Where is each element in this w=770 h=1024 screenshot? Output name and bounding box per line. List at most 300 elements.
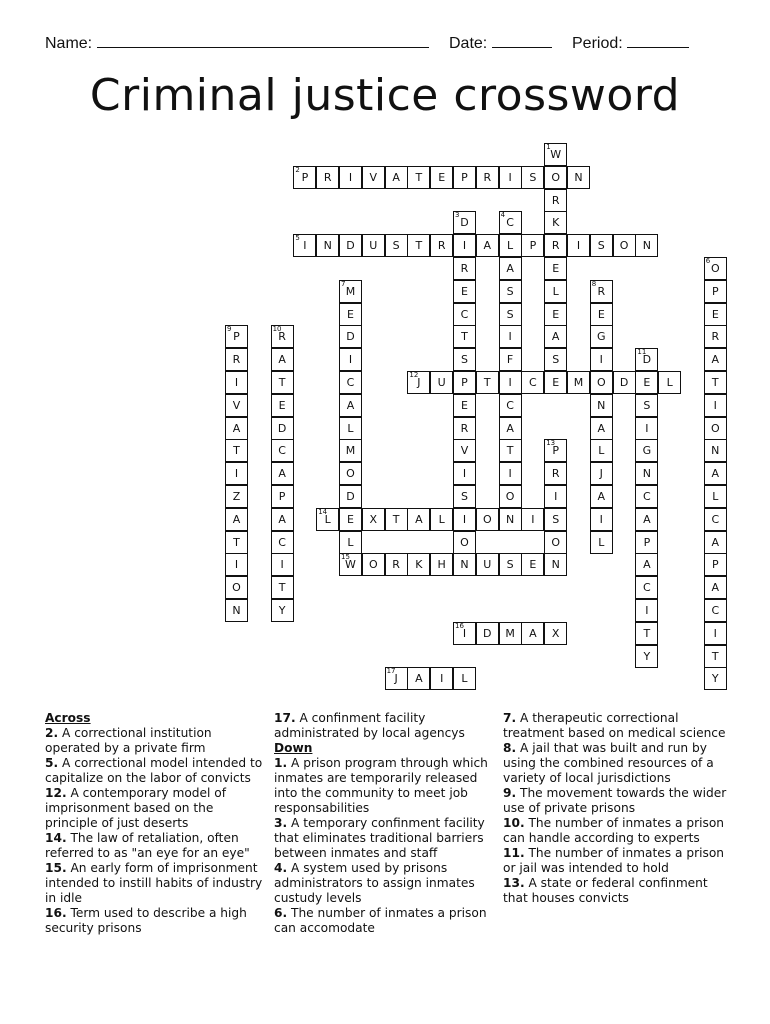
cell-number: 10 [272,325,282,334]
cell-letter: K [415,558,423,572]
grid-cell[interactable] [635,576,658,599]
grid-cell[interactable] [544,553,567,576]
grid-cell[interactable] [407,553,430,576]
grid-cell[interactable] [430,667,453,690]
grid-cell[interactable] [590,394,613,417]
grid-cell[interactable] [613,371,636,394]
grid-cell[interactable] [499,622,522,645]
grid-cell[interactable] [635,645,658,668]
grid-cell[interactable] [635,599,658,622]
grid-cell[interactable] [499,211,522,234]
grid-cell[interactable] [362,234,385,257]
cell-letter: I [508,170,512,184]
grid-cell[interactable] [544,303,567,326]
grid-cell[interactable] [499,553,522,576]
clue-item [45,726,267,756]
grid-cell[interactable] [385,234,408,257]
grid-cell[interactable] [521,622,544,645]
cell-letter: S [461,353,468,367]
cell-letter: R [551,239,560,253]
cell-letter: J [394,672,398,686]
cell-letter: T [506,444,514,458]
clue-number: 5. [45,756,59,770]
cell-letter: O [368,558,378,572]
cell-letter: Z [232,490,241,503]
cell-letter: O [596,376,606,389]
grid-cell[interactable] [453,280,476,303]
grid-cell[interactable] [271,462,294,485]
cell-letter: W [550,148,562,161]
cell-letter: N [232,604,241,617]
clue-number: 15. [45,861,67,875]
grid-cell[interactable] [704,303,727,326]
cell-letter: I [234,376,239,389]
grid-cell[interactable] [544,257,567,280]
cell-letter: O [710,262,720,275]
grid-cell[interactable] [453,485,476,508]
grid-cell[interactable] [453,348,476,371]
grid-cell[interactable] [225,439,248,462]
grid-cell[interactable] [521,166,544,189]
grid-cell[interactable] [385,667,408,690]
cell-letter: U [483,558,492,572]
cell-letter: I [554,490,558,503]
grid-cell[interactable] [590,348,613,371]
grid-cell[interactable] [225,371,248,394]
cell-letter: S [643,398,651,412]
cell-letter: I [713,626,717,640]
grid-cell[interactable] [499,485,522,508]
grid-cell[interactable] [544,531,567,554]
grid-cell[interactable] [339,280,362,303]
grid-cell[interactable] [499,325,522,348]
clue-item [274,816,499,861]
cell-letter: P [233,330,240,344]
cell-letter: T [278,581,286,595]
grid-cell[interactable] [225,348,248,371]
grid-cell[interactable] [407,371,430,394]
grid-cell[interactable] [704,599,727,622]
cell-number: 4 [500,211,506,220]
grid-cell[interactable] [544,143,567,166]
grid-cell[interactable] [362,508,385,531]
cell-letter: C [711,604,720,617]
grid-cell[interactable] [453,508,476,531]
cell-letter: O [482,512,492,526]
grid-cell[interactable] [704,508,727,531]
grid-cell[interactable] [293,166,316,189]
cell-letter: T [278,376,286,389]
cell-letter: N [460,558,469,572]
cell-letter: U [437,376,446,389]
grid-cell[interactable] [453,257,476,280]
grid-cell[interactable] [635,439,658,462]
cell-letter: T [643,626,651,640]
grid-cell[interactable] [544,211,567,234]
grid-cell[interactable] [339,417,362,440]
cell-letter: O [619,239,629,253]
grid-cell[interactable] [635,485,658,508]
cell-letter: D [346,239,355,253]
grid-cell[interactable] [225,508,248,531]
grid-cell[interactable] [339,485,362,508]
grid-cell[interactable] [590,280,613,303]
grid-cell[interactable] [271,531,294,554]
grid-cell[interactable] [362,553,385,576]
grid-cell[interactable] [499,280,522,303]
grid-cell[interactable] [499,462,522,485]
cell-letter: R [437,239,446,253]
cell-letter: T [233,535,240,549]
grid-cell[interactable] [590,508,613,531]
grid-cell[interactable] [704,622,727,645]
cell-letter: I [234,467,239,481]
cell-letter: S [552,353,560,367]
grid-cell[interactable] [704,257,727,280]
grid-cell[interactable] [225,531,248,554]
cell-letter: X [551,626,560,640]
cell-letter: R [551,467,560,481]
cell-number: 17 [386,667,396,676]
cell-letter: V [232,398,241,412]
cell-number: 12 [409,371,419,379]
cell-letter: T [233,444,240,458]
clue-number: 11. [503,846,525,860]
grid-cell[interactable] [544,280,567,303]
cell-letter: C [506,398,514,412]
grid-cell[interactable] [476,166,499,189]
cell-letter: L [598,444,605,458]
grid-cell[interactable] [339,439,362,462]
grid-cell[interactable] [521,508,544,531]
grid-cell[interactable] [407,667,430,690]
grid-cell[interactable] [590,439,613,462]
grid-cell[interactable] [704,348,727,371]
cell-letter: N [642,467,651,481]
cell-letter: A [506,421,514,435]
cell-letter: S [597,239,605,253]
grid-cell[interactable] [521,234,544,257]
grid-cell[interactable] [590,325,613,348]
cell-letter: C [506,216,514,230]
grid-cell[interactable] [544,325,567,348]
grid-cell[interactable] [225,576,248,599]
grid-cell[interactable] [521,371,544,394]
grid-cell[interactable] [499,417,522,440]
grid-cell[interactable] [453,622,476,645]
grid-cell[interactable] [339,553,362,576]
grid-cell[interactable] [271,508,294,531]
clue-text: A temporary confinment facility that eliminates traditional barriers between inmates and staff [274,816,485,860]
grid-cell[interactable] [499,234,522,257]
down-clue-list-cont [503,711,728,906]
grid-cell[interactable] [271,325,294,348]
cell-letter: E [461,398,468,412]
grid-cell[interactable] [225,553,248,576]
cell-letter: A [392,170,400,184]
cell-letter: A [232,512,241,526]
grid-cell[interactable] [499,371,522,394]
grid-cell[interactable] [590,462,613,485]
grid-cell[interactable] [407,166,430,189]
cell-letter: P [301,170,309,184]
cell-letter: N [642,239,651,253]
cell-letter: A [232,421,241,435]
grid-cell[interactable] [271,439,294,462]
cell-letter: F [506,353,514,367]
cell-letter: O [710,421,720,435]
cell-letter: P [461,170,468,184]
grid-cell[interactable] [225,599,248,622]
cell-letter: A [278,512,286,526]
grid-cell[interactable] [544,189,567,212]
grid-cell[interactable] [271,394,294,417]
grid-cell[interactable] [339,531,362,554]
grid-cell[interactable] [453,325,476,348]
grid-cell[interactable] [635,531,658,554]
grid-cell[interactable] [635,371,658,394]
cell-number: 11 [637,348,647,357]
grid-cell[interactable] [704,485,727,508]
grid-cell[interactable] [430,371,453,394]
grid-cell[interactable] [453,166,476,189]
grid-cell[interactable] [544,439,567,462]
cell-letter: G [597,330,606,344]
grid-cell[interactable] [453,371,476,394]
grid-cell[interactable] [453,531,476,554]
grid-cell[interactable] [704,667,727,690]
grid-cell[interactable] [544,462,567,485]
grid-cell[interactable] [499,348,522,371]
grid-cell[interactable] [635,462,658,485]
grid-cell[interactable] [453,553,476,576]
cell-letter: M [345,444,356,458]
grid-cell[interactable] [271,576,294,599]
grid-cell[interactable] [271,553,294,576]
cell-letter: I [234,558,239,572]
cell-number: 9 [227,325,232,334]
cell-letter: I [303,239,307,253]
grid-cell[interactable] [430,508,453,531]
grid-cell[interactable] [407,234,430,257]
cell-letter: R [392,558,400,572]
cell-letter: N [574,170,583,184]
clue-item [274,861,499,906]
grid-cell[interactable] [544,166,567,189]
grid-cell[interactable] [453,439,476,462]
clue-number: 17. [274,711,296,725]
grid-cell[interactable] [704,325,727,348]
grid-cell[interactable] [430,553,453,576]
grid-cell[interactable] [704,576,727,599]
grid-cell[interactable] [339,234,362,257]
grid-cell[interactable] [635,348,658,371]
cell-letter: P [711,284,719,298]
grid-cell[interactable] [590,303,613,326]
cell-letter: I [645,421,649,435]
grid-cell[interactable] [385,508,408,531]
grid-cell[interactable] [225,394,248,417]
grid-cell[interactable] [362,166,385,189]
grid-cell[interactable] [499,166,522,189]
grid-cell[interactable] [704,394,727,417]
grid-cell[interactable] [544,371,567,394]
grid-cell[interactable] [476,508,499,531]
grid-cell[interactable] [499,257,522,280]
grid-cell[interactable] [590,234,613,257]
clue-number: 16. [45,906,67,920]
cell-letter: A [711,353,720,367]
cell-letter: D [642,353,652,367]
grid-cell[interactable] [544,348,567,371]
grid-cell[interactable] [453,394,476,417]
grid-cell[interactable] [658,371,681,394]
grid-cell[interactable] [453,211,476,234]
grid-cell[interactable] [339,394,362,417]
grid-cell[interactable] [293,234,316,257]
grid-cell[interactable] [453,667,476,690]
grid-cell[interactable] [453,303,476,326]
grid-cell[interactable] [430,166,453,189]
grid-cell[interactable] [590,417,613,440]
grid-cell[interactable] [476,553,499,576]
grid-cell[interactable] [567,371,590,394]
grid-cell[interactable] [613,234,636,257]
cell-letter: Y [711,672,719,686]
grid-cell[interactable] [704,417,727,440]
grid-cell[interactable] [339,166,362,189]
grid-cell[interactable] [590,531,613,554]
across-heading: Across [45,711,91,725]
cell-letter: L [552,284,559,298]
clue-item [503,846,728,876]
date-label: Date: [449,35,488,52]
grid-cell[interactable] [339,348,362,371]
grid-cell[interactable] [430,234,453,257]
cell-letter: C [529,376,537,389]
cell-letter: D [346,330,355,344]
grid-cell[interactable] [316,166,339,189]
grid-cell[interactable] [521,553,544,576]
grid-cell[interactable] [225,485,248,508]
grid-cell[interactable] [635,394,658,417]
cell-letter: A [597,421,606,435]
cell-letter: S [506,558,514,572]
grid-cell[interactable] [385,553,408,576]
cell-letter: A [643,558,651,572]
grid-cell[interactable] [339,371,362,394]
grid-cell[interactable] [339,462,362,485]
grid-cell[interactable] [316,508,339,531]
grid-cell[interactable] [704,280,727,303]
clue-item [274,711,499,741]
cell-letter: I [508,376,512,389]
grid-cell[interactable] [339,508,362,531]
grid-cell[interactable] [225,417,248,440]
grid-cell[interactable] [407,508,430,531]
grid-cell[interactable] [225,462,248,485]
grid-cell[interactable] [476,234,499,257]
period-label: Period: [572,35,623,52]
grid-cell[interactable] [271,348,294,371]
grid-cell[interactable] [635,622,658,645]
cell-letter: I [462,239,467,253]
clue-number: 14. [45,831,67,845]
grid-cell[interactable] [499,439,522,462]
cell-letter: R [460,421,469,435]
grid-cell[interactable] [339,325,362,348]
grid-cell[interactable] [225,325,248,348]
grid-cell[interactable] [567,166,590,189]
cell-letter: T [711,649,719,663]
grid-cell[interactable] [499,394,522,417]
cell-letter: R [323,170,332,184]
cell-letter: S [461,490,468,503]
grid-cell[interactable] [271,371,294,394]
grid-cell[interactable] [590,485,613,508]
grid-cell[interactable] [635,508,658,531]
grid-cell[interactable] [704,439,727,462]
cell-letter: A [415,672,423,686]
cell-letter: N [323,239,332,253]
grid-cell[interactable] [316,234,339,257]
grid-cell[interactable] [635,553,658,576]
cell-letter: D [619,376,629,389]
clue-text: A prison program through which inmates are temporarily released into the community to meet job responsabilities [274,756,488,815]
grid-cell[interactable] [704,531,727,554]
grid-cell[interactable] [704,553,727,576]
grid-cell[interactable] [453,462,476,485]
cell-letter: P [552,444,559,458]
grid-cell[interactable] [271,485,294,508]
cell-number: 14 [318,507,328,516]
cell-letter: E [529,558,537,572]
grid-cell[interactable] [499,508,522,531]
grid-cell[interactable] [704,645,727,668]
grid-cell[interactable] [635,234,658,257]
grid-cell[interactable] [635,417,658,440]
grid-cell[interactable] [499,303,522,326]
grid-cell[interactable] [271,599,294,622]
cell-number: 6 [705,257,711,265]
grid-cell[interactable] [453,417,476,440]
grid-cell[interactable] [544,508,567,531]
grid-cell[interactable] [704,462,727,485]
grid-cell[interactable] [339,303,362,326]
grid-cell[interactable] [476,371,499,394]
cell-letter: M [345,284,356,298]
clue-text: The law of retaliation, often referred to as "an eye for an eye" [45,831,250,860]
grid-cell[interactable] [476,622,499,645]
grid-cell[interactable] [453,234,476,257]
grid-cell[interactable] [385,166,408,189]
clue-text: A state or federal confinment that houses convicts [503,876,708,905]
grid-cell[interactable] [567,234,590,257]
cell-letter: D [346,490,355,503]
clue-number: 4. [274,861,288,875]
clue-text: An early form of imprisonment intended to instill habits of industry in idle [45,861,263,905]
cell-letter: S [552,512,560,526]
grid-cell[interactable] [704,371,727,394]
grid-cell[interactable] [271,417,294,440]
cell-letter: S [506,284,514,298]
grid-cell[interactable] [544,485,567,508]
cell-letter: S [392,239,400,253]
grid-cell[interactable] [590,371,613,394]
cell-letter: C [643,581,651,595]
grid-cell[interactable] [544,234,567,257]
grid-cell[interactable] [544,622,567,645]
